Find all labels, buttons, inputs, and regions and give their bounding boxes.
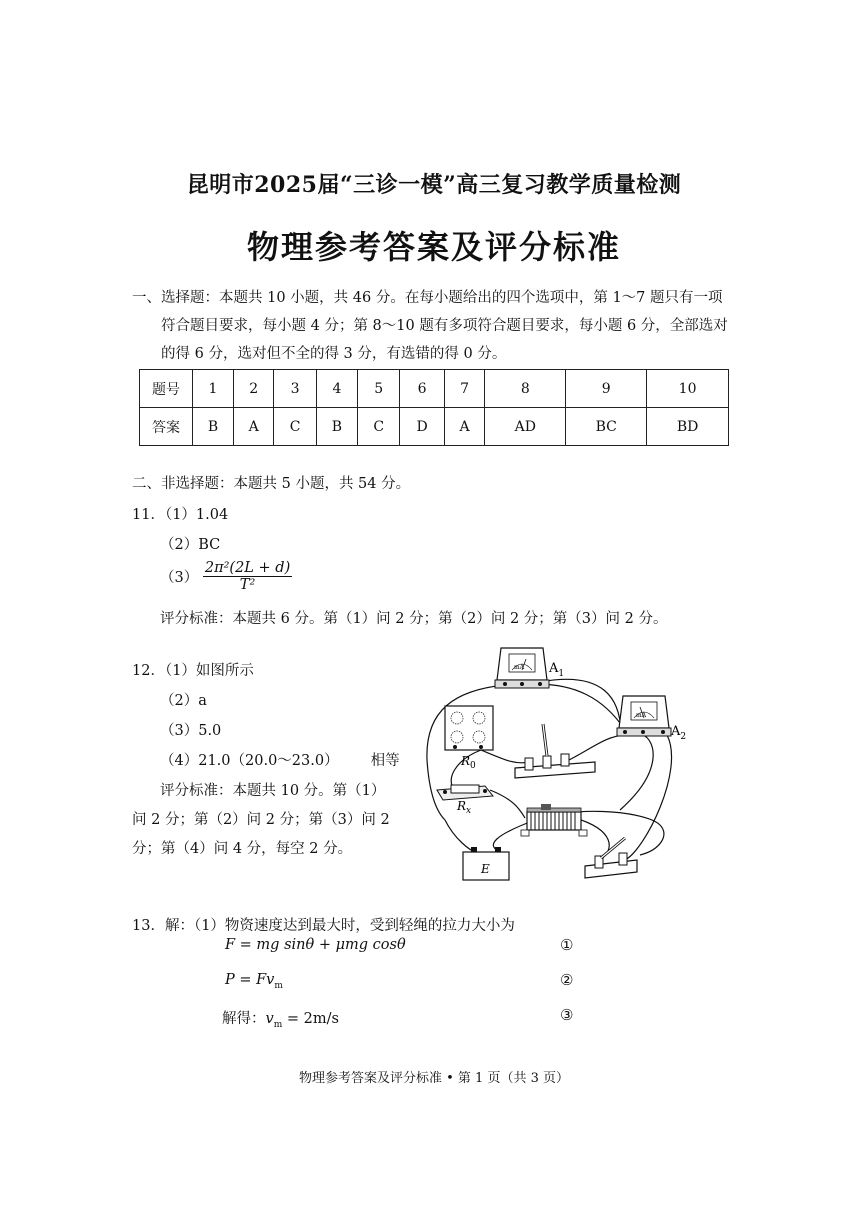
table-cell: 3 — [274, 370, 317, 408]
section1-line1: 一、选择题：本题共 10 小题，共 46 分。在每小题给出的四个选项中，第 1～7 题只有一项 — [132, 290, 723, 306]
wire — [490, 790, 525, 818]
wire — [445, 820, 475, 852]
wire — [523, 684, 625, 730]
table-cell: 10 — [647, 370, 729, 408]
table-cell: 6 — [400, 370, 444, 408]
table-cell: BC — [566, 408, 647, 446]
table-header-answer: 答案 — [140, 408, 193, 446]
q13-eq3-sub: m — [273, 1019, 283, 1030]
table-row-answers — [140, 408, 729, 446]
label-e: E — [481, 862, 490, 876]
label-a2 — [670, 724, 686, 742]
q12-p2: （2）a — [160, 693, 207, 709]
table-cell: B — [193, 408, 234, 446]
q11-p3-label: （3） — [160, 570, 199, 586]
q13-intro-line — [132, 914, 515, 935]
section1-instructions — [132, 284, 740, 368]
q11-p1: （1）1.04 — [164, 507, 229, 523]
table-cell: D — [400, 408, 444, 446]
formula-denominator: T² — [239, 577, 256, 593]
table-cell: 8 — [485, 370, 566, 408]
section2-heading: 二、非选择题：本题共 5 小题，共 54 分。 — [132, 476, 411, 492]
table-cell: A — [234, 408, 274, 446]
wire — [565, 735, 625, 762]
q12-p1: （1）如图所示 — [164, 663, 254, 679]
q12-score-line2: 问 2 分；第（2）问 2 分；第（3）问 2 — [132, 812, 390, 828]
table-cell: C — [357, 408, 400, 446]
table-cell: 5 — [357, 370, 400, 408]
q12-part1 — [132, 659, 254, 680]
circuit-diagram — [415, 640, 715, 885]
label-a1 — [548, 661, 564, 679]
q11-p3-formula — [203, 560, 292, 593]
rheostat-icon — [521, 804, 587, 836]
table-row-numbers — [140, 370, 729, 408]
q13-label: 13． — [132, 918, 165, 934]
meter-unit: mA — [514, 664, 525, 671]
table-header-number: 题号 — [140, 370, 193, 408]
q11-part1 — [132, 503, 228, 524]
q11-label: 11． — [132, 507, 165, 523]
q13-mark2: ② — [560, 971, 574, 989]
table-cell: 9 — [566, 370, 647, 408]
answer-table — [139, 369, 729, 446]
wire — [481, 750, 530, 763]
table-cell: 4 — [316, 370, 357, 408]
q13-eq3 — [222, 1007, 339, 1030]
label-a2-sub: 2 — [680, 732, 687, 742]
q13-eq2-sub: m — [274, 980, 283, 991]
q12-p3: （3）5.0 — [160, 723, 222, 739]
table-cell: 7 — [444, 370, 484, 408]
q12-score-line3: 分；第（4）问 4 分，每空 2 分。 — [132, 841, 353, 857]
q13-eq2 — [225, 972, 283, 991]
wire — [620, 735, 653, 810]
q12-score-line1: 评分标准：本题共 10 分。第（1） — [160, 783, 386, 799]
page-footer: 物理参考答案及评分标准 • 第 1 页（共 3 页） — [298, 1071, 569, 1086]
wire — [540, 679, 621, 732]
q13-eq2-main: P = Fv — [225, 972, 275, 988]
exam-title: 昆明市2025届“三诊一模”高三复习教学质量检测 — [186, 172, 682, 198]
q13-eq3-prefix: 解得： — [222, 1011, 266, 1027]
label-r0 — [460, 754, 476, 771]
label-rx-main: R — [457, 799, 467, 813]
table-cell: C — [274, 408, 317, 446]
q13-eq3-var: v — [265, 1011, 274, 1027]
q13-eq3-rest: = 2m/s — [282, 1011, 339, 1027]
resistance-box-icon — [445, 706, 493, 750]
formula-numerator: 2π²(2L + d) — [204, 560, 291, 576]
label-rx — [456, 799, 471, 816]
table-cell: A — [444, 408, 484, 446]
label-rx-sub: x — [466, 806, 472, 816]
table-cell: 2 — [234, 370, 274, 408]
label-r0-sub: 0 — [470, 761, 476, 771]
q11-score: 评分标准：本题共 6 分。第（1）问 2 分；第（2）问 2 分；第（3）问 2 分。 — [160, 611, 668, 627]
label-a1-main: A — [549, 661, 559, 676]
label-a1-sub: 1 — [558, 669, 565, 679]
q13-intro: 解：（1）物资速度达到最大时，受到轻绳的拉力大小为 — [164, 918, 515, 934]
q13-mark3: ③ — [560, 1006, 574, 1024]
q12-label: 12． — [132, 663, 165, 679]
resistor-rx-icon — [437, 785, 493, 800]
section1-line2: 符合题目要求，每小题 4 分；第 8～10 题有多项符合题目要求，每小题 6 分，全部选对 — [161, 318, 728, 334]
switch-single-icon — [585, 838, 637, 878]
table-cell: 1 — [193, 370, 234, 408]
label-r0-main: R — [461, 754, 471, 768]
meter-unit: mA — [636, 712, 647, 719]
section1-line3: 的得 6 分，选对但不全的得 3 分，有选错的得 0 分。 — [161, 346, 507, 362]
q12-part4 — [160, 749, 400, 770]
page-title: 物理参考答案及评分标准 — [246, 228, 621, 266]
table-cell: BD — [647, 408, 729, 446]
table-cell: AD — [485, 408, 566, 446]
switch-double-icon — [515, 724, 595, 778]
q13-eq1: F = mg sinθ + μmg cosθ — [225, 937, 406, 953]
q11-part3 — [160, 560, 292, 593]
q13-mark1: ① — [560, 936, 574, 954]
table-cell: B — [316, 408, 357, 446]
q12-p4-extra: 相等 — [370, 753, 400, 769]
label-a2-main: A — [671, 724, 681, 739]
q11-p2: （2）BC — [160, 537, 221, 553]
q12-p4: （4）21.0（20.0～23.0） — [160, 753, 339, 769]
